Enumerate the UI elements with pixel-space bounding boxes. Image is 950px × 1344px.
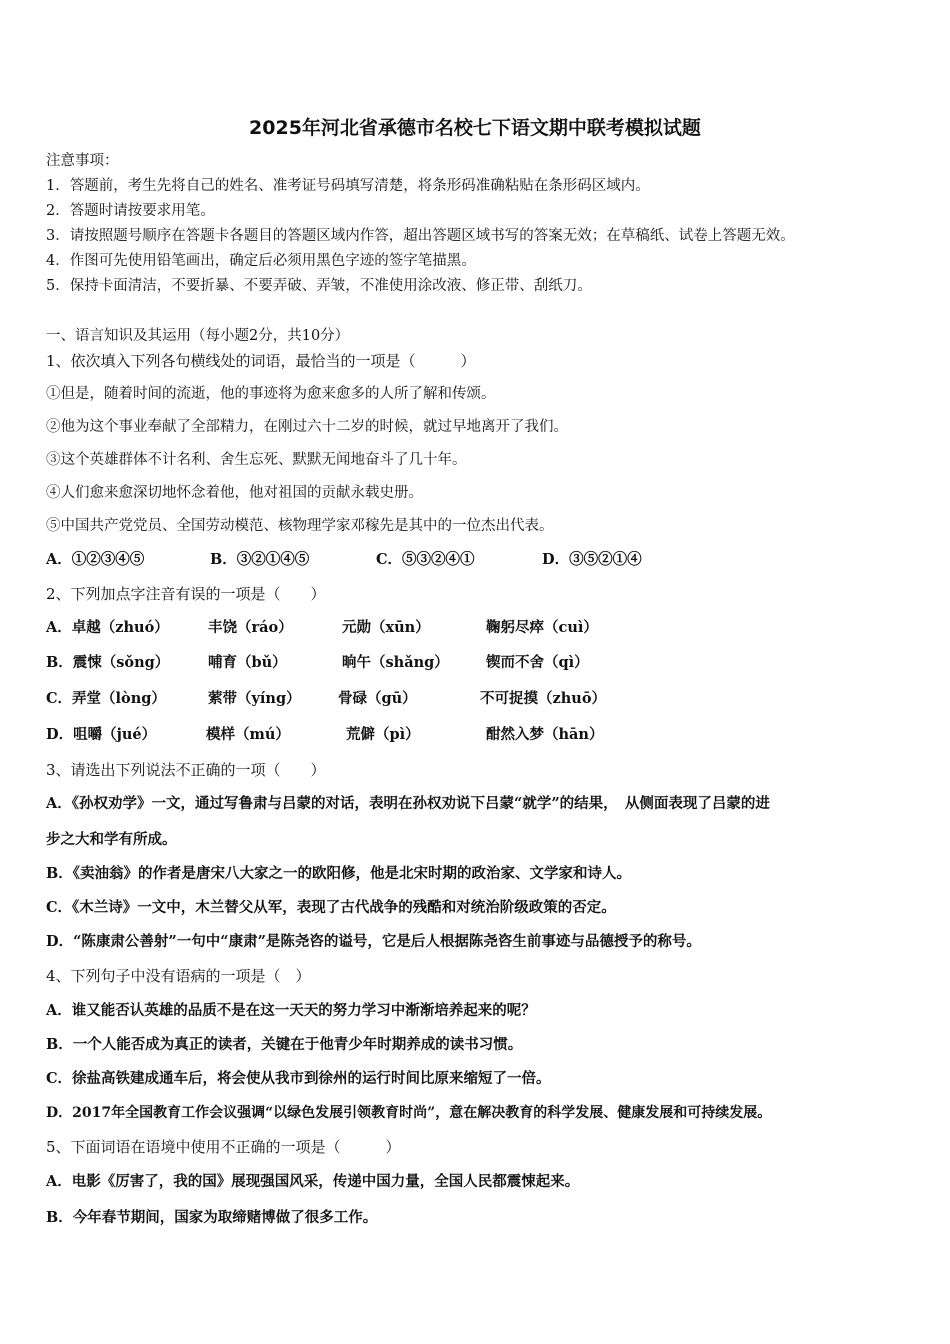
q2-row-b[interactable] xyxy=(46,653,926,673)
q3-option-a-cont[interactable]: 步之大和学有所成。 xyxy=(46,831,177,848)
question-5-stem: 5、下面词语在语境中使用不正确的一项是（ ） xyxy=(46,1138,401,1156)
q2-item: 锲而不舍（qì） xyxy=(486,654,589,671)
q2-item: 荒僻（pì） xyxy=(346,726,420,743)
q5-option-b[interactable]: B．今年春节期间，国家为取缔赌博做了很多工作。 xyxy=(46,1209,378,1226)
q2-item: 丰饶（ráo） xyxy=(208,619,293,636)
q2-item: 不可捉摸（zhuō） xyxy=(480,690,606,707)
notice-item: 2．答题时请按要求用笔。 xyxy=(46,203,215,219)
q3-option-b[interactable]: B．《卖油翁》的作者是唐宋八大家之一的欧阳修，他是北宋时期的政治家、文学家和诗人。 xyxy=(46,865,632,882)
question-1-stem: 1、依次填入下列各句横线处的词语，最恰当的一项是（ ） xyxy=(46,352,476,370)
q2-item: 元勋（xūn） xyxy=(342,619,430,636)
q2-item: 骨碌（gū） xyxy=(338,690,417,707)
q3-option-d[interactable]: D．“陈康肃公善射”一句中“康肃”是陈尧咨的谥号，它是后人根据陈尧咨生前事迹与品德授予的称号。 xyxy=(46,933,701,950)
q1-sentence: ③这个英雄群体不计名利、舍生忘死、默默无闻地奋斗了几十年。 xyxy=(46,452,467,468)
q1-options xyxy=(46,550,926,570)
section-heading: 一、语言知识及其运用（每小题2分，共10分） xyxy=(46,328,350,344)
q1-option-b[interactable]: B．③②①④⑤ xyxy=(210,551,310,568)
question-3-stem: 3、请选出下列说法不正确的一项（ ） xyxy=(46,761,326,779)
notice-item: 5．保持卡面清洁，不要折暴、不要弄破、弄皱，不准使用涂改液、修正带、刮纸刀。 xyxy=(46,278,592,294)
q2-item: 哺育（bǔ） xyxy=(208,654,287,671)
notice-item: 1．答题前，考生先将自己的姓名、准考证号码填写清楚，将条形码准确粘贴在条形码区域内。 xyxy=(46,178,650,194)
question-4-stem: 4、下列句子中没有语病的一项是（ ） xyxy=(46,967,311,985)
q3-option-a[interactable]: A．《孙权劝学》一文，通过写鲁肃与吕蒙的对话，表明在孙权劝说下吕蒙“就学”的结果， 从侧面表现了吕蒙的进 xyxy=(46,795,770,812)
notice-heading: 注意事项： xyxy=(46,153,119,169)
q2-row-a[interactable] xyxy=(46,618,926,638)
q1-option-a[interactable]: A．①②③④⑤ xyxy=(46,551,145,568)
page-title: 2025年河北省承德市名校七下语文期中联考模拟试题 xyxy=(249,117,701,139)
q1-option-d[interactable]: D．③⑤②①④ xyxy=(542,551,642,568)
q4-option-a[interactable]: A．谁又能否认英雄的品质不是在这一天天的努力学习中渐渐培养起来的呢？ xyxy=(46,1002,536,1019)
q2-item: 晌午（shǎng） xyxy=(342,654,449,671)
q4-option-c[interactable]: C．徐盐高铁建成通车后，将会使从我市到徐州的运行时间比原来缩短了一倍。 xyxy=(46,1070,551,1087)
q1-sentence: ①但是，随着时间的流逝，他的事迹将为愈来愈多的人所了解和传颂。 xyxy=(46,386,496,402)
q2-row-d[interactable] xyxy=(46,725,926,745)
q2-row-c[interactable] xyxy=(46,689,926,709)
q1-sentence: ②他为这个事业奉献了全部精力，在刚过六十二岁的时候，就过早地离开了我们。 xyxy=(46,419,568,435)
question-2-stem: 2、下列加点字注音有误的一项是（ ） xyxy=(46,585,326,603)
notice-item: 3．请按照题号顺序在答题卡各题目的答题区域内作答，超出答题区域书写的答案无效；在草稿纸、试卷上答题无效。 xyxy=(46,228,795,244)
q2-item: 鞠躬尽瘁（cuì） xyxy=(486,619,598,636)
q1-sentence: ④人们愈来愈深切地怀念着他，他对祖国的贡献永载史册。 xyxy=(46,485,423,501)
q4-option-d[interactable]: D．2017年全国教育工作会议强调“以绿色发展引领教育时尚”，意在解决教育的科学发展、健康发展和可持续发展。 xyxy=(46,1105,772,1121)
q2-item: 模样（mú） xyxy=(206,726,290,743)
q2-item: 萦带（yíng） xyxy=(208,690,301,707)
q2-item: B．震悚（sǒng） xyxy=(46,654,170,671)
q2-item: D．咀嚼（jué） xyxy=(46,726,157,743)
notice-item: 4．作图可先使用铅笔画出，确定后必须用黑色字迹的签字笔描黑。 xyxy=(46,253,476,269)
q3-option-c[interactable]: C．《木兰诗》一文中，木兰替父从军，表现了古代战争的残酷和对统治阶级政策的否定。 xyxy=(46,899,616,916)
q4-option-b[interactable]: B．一个人能否成为真正的读者，关键在于他青少年时期养成的读书习惯。 xyxy=(46,1036,523,1053)
q2-item: 酣然入梦（hān） xyxy=(486,726,604,743)
q2-item: C．弄堂（lòng） xyxy=(46,690,166,707)
q2-item: A．卓越（zhuó） xyxy=(46,619,169,636)
q1-sentence: ⑤中国共产党党员、全国劳动模范、核物理学家邓稼先是其中的一位杰出代表。 xyxy=(46,518,554,534)
q5-option-a[interactable]: A．电影《厉害了，我的国》展现强国风采，传递中国力量，全国人民都震悚起来。 xyxy=(46,1173,580,1190)
q1-option-c[interactable]: C．⑤③②④① xyxy=(376,551,475,568)
